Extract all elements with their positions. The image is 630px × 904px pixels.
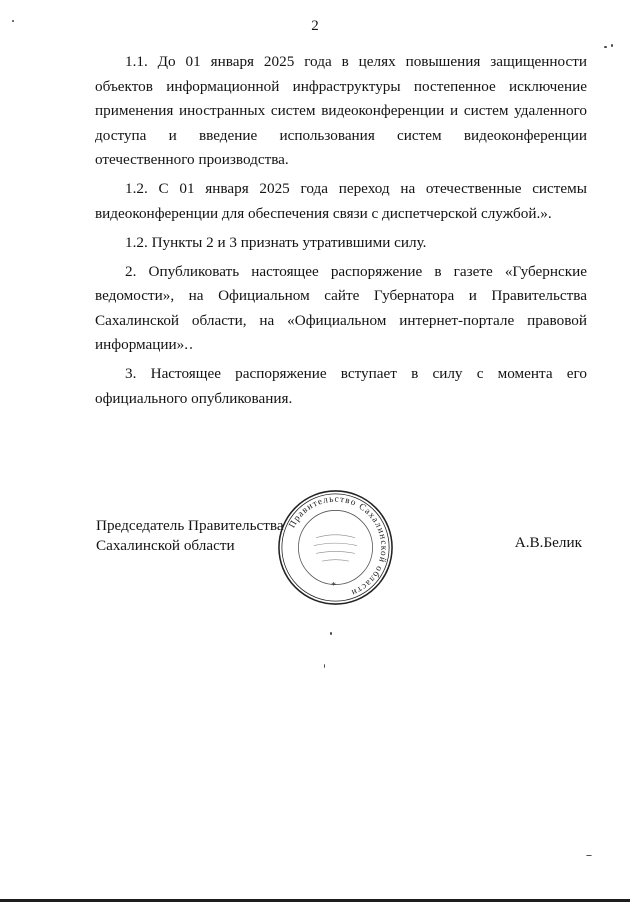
signatory-title xyxy=(96,516,284,556)
signatory-title-line-1: Председатель Правительства xyxy=(96,517,284,534)
scan-speck xyxy=(586,855,592,856)
seal-star-icon: * xyxy=(331,580,336,592)
paragraph-3-effective: 3. Настоящее распоряжение вступает в силу с момента его официального опубликования. xyxy=(95,365,587,407)
scan-speck xyxy=(611,44,613,47)
scan-speck xyxy=(604,46,607,48)
signatory-title-line-2: Сахалинской области xyxy=(96,537,235,554)
scan-speck xyxy=(330,632,332,635)
document-body xyxy=(95,50,587,416)
paragraph-2-publication: 2. Опубликовать настоящее распоряжение в газете «Губернские ведомости», на Официальном сайте Губернатора и Правительства Сахалинской области, на «Официальном интернет-портале правовой информации». xyxy=(95,262,587,353)
page-number: 2 xyxy=(311,18,319,34)
seal-center-emblem xyxy=(314,535,357,561)
scan-speck xyxy=(12,20,14,22)
paragraph-1-1: 1.1. До 01 января 2025 года в целях повышения защищенности объектов информационной инфраструктуры постепенное исключение применения иностранных систем видеоконференции и систем удаленного доступа и введение использования систем видеоконференции отечественного производства. xyxy=(95,53,587,168)
paragraph-1-2-repeal: 1.2. Пункты 2 и 3 признать утратившими силу. xyxy=(125,233,427,251)
signatory-name: А.В.Белик xyxy=(514,534,582,551)
scan-speck xyxy=(190,347,192,349)
seal-ring-text: Правительство Сахалинской области xyxy=(287,494,389,598)
paragraph-1-2-transition: 1.2. С 01 января 2025 года переход на отечественные системы видеоконференции для обеспечения связи с диспетчерской службой.». xyxy=(95,180,587,222)
seal-inner-ring xyxy=(298,510,372,584)
scan-edge-line xyxy=(0,899,630,902)
official-seal xyxy=(277,489,394,606)
scan-speck xyxy=(324,664,325,668)
